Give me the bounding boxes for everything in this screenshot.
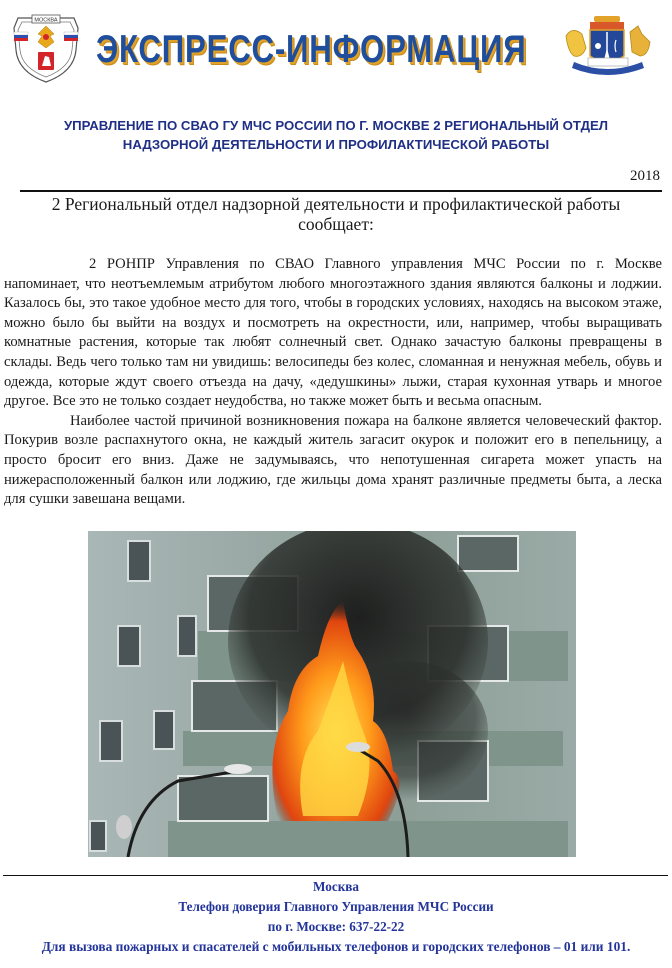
balcony-fire-photo [88,531,576,857]
header-divider [20,190,662,192]
svao-coat-of-arms-icon [556,12,660,82]
paragraph: 2 РОНПР Управления по СВАО Главного управления МЧС России по г. Москве напоминает, что неотъемлемым атрибутом любого многоэтажного здания являются балконы и лоджии. Казалось бы, это такое удобное место для того, чтобы в городских условиях, находясь на высоком этаже, можно было бы выйти на воздух и посмотреть на окрестности, или, например, чтобы выращивать комнатные растения, которые так любят солнечный свет. Однако зачастую балконы превращены в склады. Ведь чего только там ни увидишь: велосипеды без колес, сломанная и ненужная мебель, обувь и одежда, которые ждут своего отъезда на дачу, «дедушкины» лыжи, старая кухонная утварь и многое другое. Все это не только создает неудобства, но также может быть и весьма опасным. [4,256,662,410]
footer-hotline-line-2: по г. Москве: 637-22-22 [267,919,405,934]
document-header [0,0,672,100]
footer-divider [3,875,668,876]
organization-name [0,116,672,154]
document-title: ЭКСПРЕСС-ИНФОРМАЦИЯ [96,28,527,71]
subtitle-line-1: 2 Региональный отдел надзорной деятельности и профилактической работы [51,194,621,214]
organization-line-2: НАДЗОРНОЙ ДЕЯТЕЛЬНОСТИ И ПРОФИЛАКТИЧЕСКОЙ РАБОТЫ [122,137,550,152]
document-footer [0,877,672,957]
article-body [4,255,662,510]
mchs-moscow-emblem-icon [8,10,84,84]
document-subtitle [0,194,672,234]
subtitle-line-2: сообщает: [298,214,374,234]
footer-emergency-numbers: Для вызова пожарных и спасателей с мобильных телефонов и городских телефонов – 01 или 101. [41,939,631,954]
svg-text:МОСКВА: МОСКВА [34,17,58,24]
footer-hotline-line-1: Телефон доверия Главного Управления МЧС России [178,899,494,914]
document-year: 2018 [630,168,660,184]
footer-city: Москва [312,879,360,894]
organization-line-1: УПРАВЛЕНИЕ ПО СВАО ГУ МЧС РОССИИ ПО Г. МОСКВЕ 2 РЕГИОНАЛЬНЫЙ ОТДЕЛ [63,118,609,133]
paragraph: Наиболее частой причиной возникновения пожара на балконе является человеческий фактор. Покурив возле распахнутого окна, не каждый житель загасит окурок и положит его в пепельницу, а просто бросит его вниз. Даже не задумываясь, что непотушенная сигарета может упасть на нижерасположенный балкон или лоджию, где жильцы дома хранят различные предметы быта, а леска для сушки завешана вещами. [4,412,662,508]
